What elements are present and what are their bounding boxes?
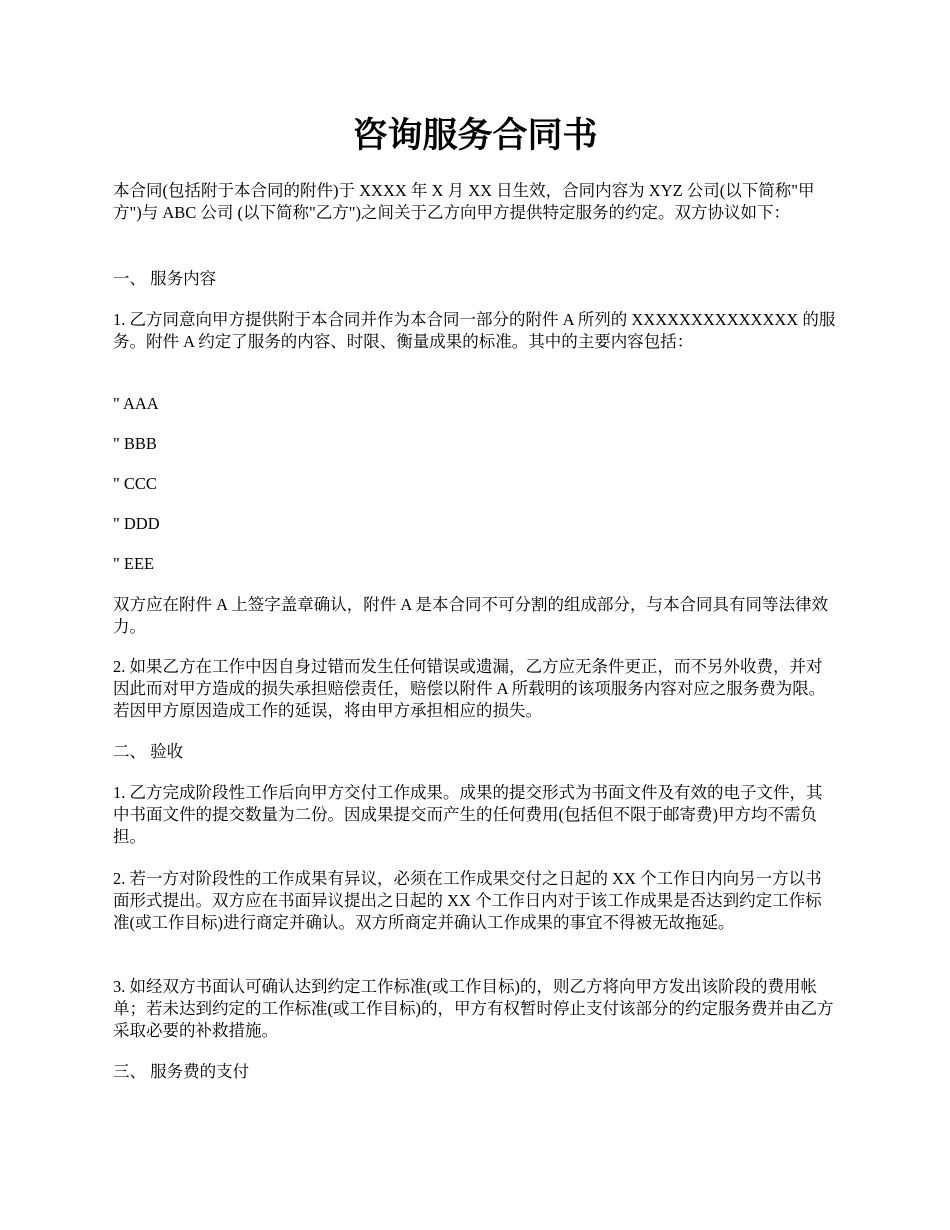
section-heading-payment: 三、 服务费的支付 [113,1062,250,1081]
annex-confirmation-paragraph: 双方应在附件 A 上签字盖章确认，附件 A 是本合同不可分割的组成部分，与本合同具有同等法律效力。 [113,595,829,636]
clause-2-2: 2. 若一方对阶段性的工作成果有异议，必须在工作成果交付之日起的 XX 个工作日内向另一方以书面形式提出。双方应在书面异议提出之日起的 XX 个工作日内对于该工作成果是否达到约定工作标准(或工作目标)进行商定并确认。双方所商定并确认工作成果的事宜不得被无故拖延。 [113,869,822,932]
section-heading-service-content: 一、 服务内容 [113,269,217,288]
intro-paragraph: 本合同(包括附于本合同的附件)于 XXXX 年 X 月 XX 日生效，合同内容为 XYZ 公司(以下简称"甲方")与 ABC 公司 (以下简称"乙方")之间关于乙方向甲方提供特定服务的约定。双方协议如下： [113,181,815,222]
document-title: 咨询服务合同书 [352,116,598,155]
list-item-ddd: " DDD [113,514,160,533]
clause-2-3: 3. 如经双方书面认可确认达到约定工作标准(或工作目标)的，则乙方将向甲方发出该阶段的费用帐单；若未达到约定的工作标准(或工作目标)的，甲方有权暂时停止支付该部分的约定服务费并由乙方采取必要的补救措施。 [113,977,834,1040]
section-heading-acceptance: 二、 验收 [113,742,184,761]
clause-1-1: 1. 乙方同意向甲方提供附于本合同并作为本合同一部分的附件 A 所列的 XXXXXXXXXXXXXX 的服务。附件 A 约定了服务的内容、时限、衡量成果的标准。其中的主要内容包括： [113,310,836,351]
list-item-bbb: " BBB [113,434,157,453]
list-item-aaa: " AAA [113,394,159,413]
clause-2-1: 1. 乙方完成阶段性工作后向甲方交付工作成果。成果的提交形式为书面文件及有效的电子文件，其中书面文件的提交数量为二份。因成果提交而产生的任何费用(包括但不限于邮寄费)甲方均不需负担。 [113,783,823,846]
list-item-ccc: " CCC [113,474,157,493]
clause-1-2: 2. 如果乙方在工作中因自身过错而发生任何错误或遗漏，乙方应无条件更正，而不另外收费，并对因此而对甲方造成的损失承担赔偿责任，赔偿以附件 A 所载明的该项服务内容对应之服务费为限。若因甲方原因造成工作的延误，将由甲方承担相应的损失。 [113,657,826,720]
list-item-eee: " EEE [113,554,155,573]
